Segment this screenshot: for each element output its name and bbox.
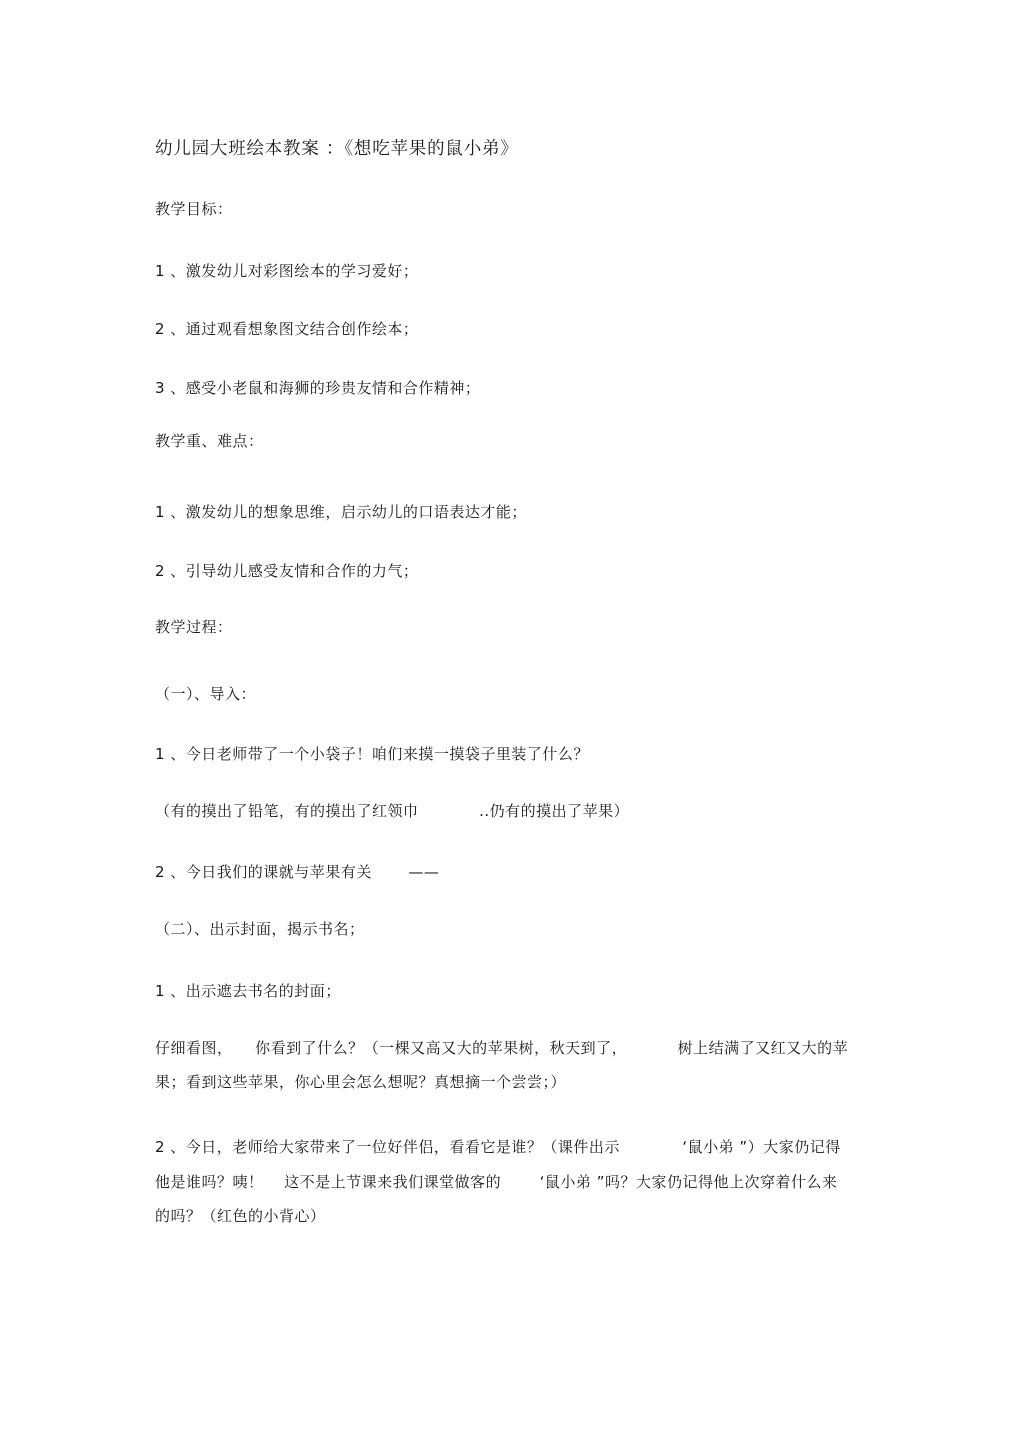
- item2-line1-part-b: ‘鼠小弟 ”）大家仍记得: [682, 1138, 841, 1156]
- objective-item: 2 、通过观看想象图文结合创作绘本；: [155, 320, 419, 338]
- section1-heading: （一）、导入：: [155, 685, 257, 703]
- item2-line2-part-a: 他是谁吗？咦！: [155, 1173, 264, 1191]
- section2-heading: （二）、出示封面，揭示书名；: [155, 920, 365, 938]
- answer-part-a: （有的摸出了铅笔，有的摸出了红领巾: [155, 802, 419, 820]
- section2-item1: 1 、出示遮去书名的封面；: [155, 982, 341, 1000]
- para1-part-a: 仔细看图，: [155, 1039, 233, 1057]
- section2-para1-line1: [155, 1038, 848, 1058]
- para1-part-b: 你看到了什么？（一棵又高又大的苹果树，秋天到了，: [255, 1039, 628, 1057]
- item2-dash: ——: [408, 863, 440, 881]
- section1-item1: 1 、今日老师带了一个小袋子！咱们来摸一摸袋子里装了什么？: [155, 745, 589, 763]
- objective-item: 1 、激发幼儿对彩图绘本的学习爱好；: [155, 262, 419, 280]
- answer-part-b: ..仍有的摸出了苹果）: [479, 802, 630, 820]
- section2-item2-line2: [155, 1172, 837, 1192]
- section2-item2-line3: 的吗？（红色的小背心）: [155, 1207, 326, 1225]
- key-point-item: 2 、引导幼儿感受友情和合作的力气；: [155, 562, 419, 580]
- section1-item1-answer: [155, 801, 629, 821]
- process-heading: 教学过程：: [155, 618, 233, 636]
- section2-item2-line1: [155, 1137, 841, 1157]
- item2-line2-part-b: 这不是上节课来我们课堂做客的: [284, 1173, 502, 1191]
- section1-item2: [155, 862, 439, 882]
- document-title: 幼儿园大班绘本教案 ：《想吃苹果的鼠小弟》: [155, 139, 519, 159]
- item2-line1-part-a: 2 、今日，老师给大家带来了一位好伴侣，看看它是谁？（课件出示: [155, 1138, 620, 1156]
- section2-para1-line2: 果；看到这些苹果，你心里会怎么想呢？真想摘一个尝尝；）: [155, 1073, 567, 1091]
- item2-text: 2 、今日我们的课就与苹果有关: [155, 863, 372, 881]
- objective-item: 3 、感受小老鼠和海狮的珍贵友情和合作精神；: [155, 379, 481, 397]
- key-points-heading: 教学重、难点：: [155, 432, 264, 450]
- item2-line2-part-c: ‘鼠小弟 ”吗？大家仍记得他上次穿着什么来: [539, 1173, 838, 1191]
- objectives-heading: 教学目标：: [155, 200, 233, 218]
- para1-part-c: 树上结满了又红又大的苹: [677, 1039, 849, 1057]
- key-point-item: 1 、激发幼儿的想象思维，启示幼儿的口语表达才能；: [155, 503, 527, 521]
